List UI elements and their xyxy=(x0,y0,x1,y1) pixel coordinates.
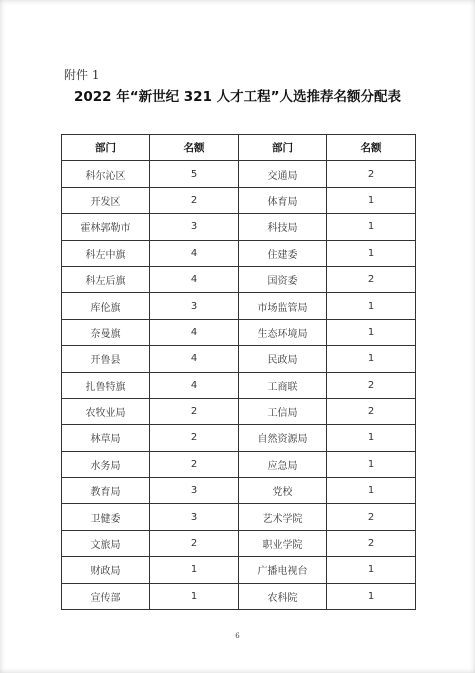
cell-quota-right: 2 xyxy=(327,504,416,530)
cell-department-left: 科左中旗 xyxy=(62,240,150,266)
table-row xyxy=(62,187,416,213)
cell-department-left: 奈曼旗 xyxy=(62,319,150,345)
table-row xyxy=(62,319,416,345)
cell-quota-right: 2 xyxy=(327,530,416,556)
cell-quota-right: 1 xyxy=(327,240,416,266)
cell-department-right: 艺术学院 xyxy=(239,504,327,530)
cell-quota-right: 1 xyxy=(327,478,416,504)
cell-quota-left: 2 xyxy=(150,425,239,451)
table-row xyxy=(62,240,416,266)
cell-quota-left: 4 xyxy=(150,240,239,266)
cell-quota-left: 3 xyxy=(150,293,239,319)
cell-department-right: 广播电视台 xyxy=(239,557,327,583)
table-row xyxy=(62,293,416,319)
table-row xyxy=(62,398,416,424)
cell-department-right: 自然资源局 xyxy=(239,425,327,451)
cell-department-right: 党校 xyxy=(239,478,327,504)
header-department-left: 部门 xyxy=(62,135,150,161)
cell-department-left: 霍林郭勒市 xyxy=(62,214,150,240)
table-row xyxy=(62,530,416,556)
header-quota-left: 名额 xyxy=(150,135,239,161)
cell-department-left: 库伦旗 xyxy=(62,293,150,319)
cell-quota-right: 1 xyxy=(327,583,416,609)
cell-department-left: 教育局 xyxy=(62,478,150,504)
quota-allocation-table xyxy=(61,134,416,610)
cell-quota-left: 2 xyxy=(150,398,239,424)
table-row xyxy=(62,214,416,240)
cell-department-left: 扎鲁特旗 xyxy=(62,372,150,398)
cell-quota-left: 3 xyxy=(150,214,239,240)
table-header-row xyxy=(62,135,416,161)
cell-quota-right: 1 xyxy=(327,346,416,372)
cell-quota-right: 1 xyxy=(327,425,416,451)
table-row xyxy=(62,425,416,451)
cell-quota-left: 4 xyxy=(150,266,239,292)
table-row xyxy=(62,504,416,530)
cell-quota-right: 1 xyxy=(327,214,416,240)
cell-department-right: 工商联 xyxy=(239,372,327,398)
cell-department-right: 体育局 xyxy=(239,187,327,213)
cell-quota-right: 2 xyxy=(327,161,416,187)
cell-quota-left: 4 xyxy=(150,346,239,372)
cell-quota-left: 1 xyxy=(150,557,239,583)
cell-department-right: 生态环境局 xyxy=(239,319,327,345)
table-row xyxy=(62,266,416,292)
table-row xyxy=(62,557,416,583)
table-row xyxy=(62,161,416,187)
table-row xyxy=(62,478,416,504)
header-department-right: 部门 xyxy=(239,135,327,161)
cell-department-left: 文旅局 xyxy=(62,530,150,556)
cell-quota-right: 1 xyxy=(327,451,416,477)
cell-department-right: 科技局 xyxy=(239,214,327,240)
cell-quota-left: 4 xyxy=(150,372,239,398)
cell-quota-left: 2 xyxy=(150,187,239,213)
cell-quota-left: 3 xyxy=(150,478,239,504)
cell-department-left: 林草局 xyxy=(62,425,150,451)
attachment-label: 附件 1 xyxy=(64,68,100,82)
table-row xyxy=(62,451,416,477)
page-number: 6 xyxy=(235,632,240,640)
cell-department-right: 职业学院 xyxy=(239,530,327,556)
cell-department-left: 水务局 xyxy=(62,451,150,477)
cell-quota-left: 5 xyxy=(150,161,239,187)
cell-department-right: 应急局 xyxy=(239,451,327,477)
cell-department-left: 农牧业局 xyxy=(62,398,150,424)
cell-department-right: 农科院 xyxy=(239,583,327,609)
table-body xyxy=(62,161,416,610)
cell-department-left: 卫健委 xyxy=(62,504,150,530)
cell-department-left: 财政局 xyxy=(62,557,150,583)
cell-quota-right: 2 xyxy=(327,398,416,424)
cell-department-right: 住建委 xyxy=(239,240,327,266)
cell-quota-left: 2 xyxy=(150,530,239,556)
cell-department-left: 科尔沁区 xyxy=(62,161,150,187)
cell-department-right: 市场监管局 xyxy=(239,293,327,319)
cell-quota-left: 3 xyxy=(150,504,239,530)
table-row xyxy=(62,583,416,609)
cell-department-left: 宣传部 xyxy=(62,583,150,609)
cell-quota-right: 2 xyxy=(327,266,416,292)
cell-department-right: 民政局 xyxy=(239,346,327,372)
cell-department-right: 交通局 xyxy=(239,161,327,187)
cell-quota-right: 1 xyxy=(327,187,416,213)
document-title: 2022 年“新世纪 321 人才工程”人选推荐名额分配表 xyxy=(73,89,402,105)
cell-quota-left: 4 xyxy=(150,319,239,345)
table-row xyxy=(62,346,416,372)
cell-department-left: 开鲁县 xyxy=(62,346,150,372)
cell-quota-right: 1 xyxy=(327,293,416,319)
table-row xyxy=(62,372,416,398)
cell-department-right: 工信局 xyxy=(239,398,327,424)
cell-department-right: 国资委 xyxy=(239,266,327,292)
cell-quota-right: 1 xyxy=(327,319,416,345)
cell-quota-left: 2 xyxy=(150,451,239,477)
cell-quota-right: 2 xyxy=(327,372,416,398)
cell-department-left: 开发区 xyxy=(62,187,150,213)
cell-department-left: 科左后旗 xyxy=(62,266,150,292)
cell-quota-right: 1 xyxy=(327,557,416,583)
header-quota-right: 名额 xyxy=(327,135,416,161)
cell-quota-left: 1 xyxy=(150,583,239,609)
